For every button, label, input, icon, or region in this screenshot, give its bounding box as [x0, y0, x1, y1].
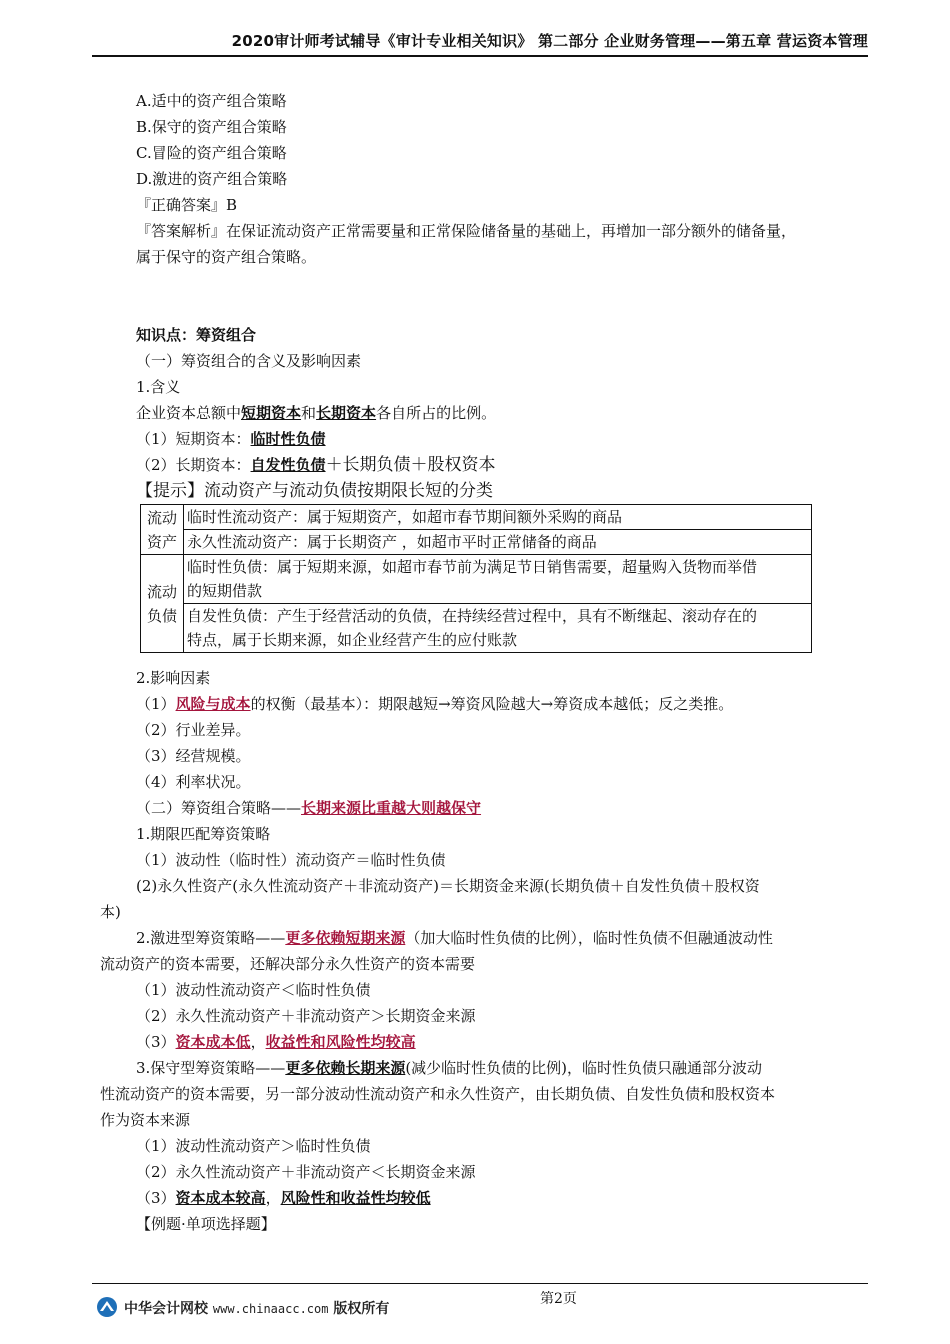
matching-strategy-title: 1.期限匹配筹资策略	[136, 825, 271, 843]
keyword-long-capital: 长期资本	[316, 404, 377, 422]
keyword-low-risk-return: 风险性和收益性均较低	[280, 1189, 431, 1207]
table-row: 自发性负债：产生于经营活动的负债，在持续经营过程中，具有不断继起、滚动存在的 特点，属于长期来源，如企业经营产生的应付账款	[184, 604, 812, 653]
keyword-temporary-liability: 临时性负债	[250, 430, 326, 448]
conservative-strategy-line-3: 作为资本来源	[100, 1111, 191, 1129]
section-1-title: （一）筹资组合的含义及影响因素	[136, 352, 362, 370]
aggressive-strategy-line-2: 流动资产的资本需要，还解决部分永久性资产的资本需要	[100, 955, 476, 973]
aggressive-strategy-line-1: 2.激进型筹资策略——更多依赖短期来源（加大临时性负债的比例），临时性负债不但融通波动性	[136, 929, 773, 947]
table-label-current-assets: 流动 资产	[141, 505, 184, 555]
option-b: B.保守的资产组合策略	[136, 118, 287, 136]
matching-item-2b: 本)	[100, 903, 121, 921]
meaning-text: 企业资本总额中短期资本和长期资本各自所占的比例。	[136, 404, 497, 422]
keyword-more-long-source: 更多依赖长期来源	[285, 1059, 406, 1077]
page-number: 第2页	[540, 1291, 577, 1307]
keyword-high-cost: 资本成本较高	[175, 1189, 266, 1207]
short-capital-line: （1）短期资本：临时性负债	[136, 430, 326, 448]
keyword-short-source: 更多依赖短期来源	[285, 929, 406, 947]
conservative-item-2: （2）永久性流动资产＋非流动资产＜长期资金来源	[136, 1163, 476, 1181]
aggressive-item-2: （2）永久性流动资产＋非流动资产＞长期资金来源	[136, 1007, 476, 1025]
footer-rule	[92, 1283, 868, 1284]
knowledge-title: 知识点：筹资组合	[136, 326, 257, 344]
header-rule	[92, 55, 868, 57]
page-header: 2020审计师考试辅导《审计专业相关知识》 第二部分 企业财务管理——第五章 营运资本管理	[231, 32, 868, 50]
keyword-short-capital: 短期资本	[241, 404, 302, 422]
footer-brand: 中华会计网校 www.chinaacc.com 版权所有	[124, 1301, 390, 1317]
keyword-low-cost: 资本成本低	[175, 1033, 251, 1051]
aggressive-item-3: （3）资本成本低，收益性和风险性均较高	[136, 1033, 416, 1051]
option-d: D.激进的资产组合策略	[136, 170, 288, 188]
matching-item-1: （1）波动性（临时性）流动资产＝临时性负债	[136, 851, 446, 869]
conservative-item-1: （1）波动性流动资产＞临时性负债	[136, 1137, 371, 1155]
keyword-risk-cost: 风险与成本	[175, 695, 251, 713]
factor-1: （1）风险与成本的权衡（最基本）：期限越短→筹资风险越大→筹资成本越低；反之类推。	[136, 695, 734, 713]
aggressive-item-1: （1）波动性流动资产＜临时性负债	[136, 981, 371, 999]
factor-3: （3）经营规模。	[136, 747, 251, 765]
analysis-line-2: 属于保守的资产组合策略。	[136, 248, 317, 266]
heading-meaning: 1.含义	[136, 378, 181, 396]
example-title: 【例题·单项选择题】	[136, 1215, 276, 1233]
table-label-current-liabilities: 流动 负债	[141, 555, 184, 653]
conservative-strategy-line-1: 3.保守型筹资策略——更多依赖长期来源(减少临时性负债的比例)，临时性负债只融通部分波动	[136, 1059, 763, 1077]
conservative-strategy-line-2: 性流动资产的资本需要，另一部分波动性流动资产和永久性资产，由长期负债、自发性负债和股权资本	[100, 1085, 776, 1103]
matching-item-2a: (2)永久性资产(永久性流动资产＋非流动资产)＝长期资金来源(长期负债＋自发性负债＋股权资	[136, 877, 760, 895]
chinaacc-logo-icon	[96, 1296, 118, 1318]
option-c: C.冒险的资产组合策略	[136, 144, 287, 162]
section-2-title: （二）筹资组合策略——长期来源比重越大则越保守	[136, 799, 482, 817]
tip-title: 【提示】流动资产与流动负债按期限长短的分类	[136, 481, 493, 501]
analysis-line-1: 『答案解析』在保证流动资产正常需要量和正常保险储备量的基础上，再增加一部分额外的储备量，	[136, 222, 797, 240]
table-row: 永久性流动资产：属于长期资产 ，如超市平时正常储备的商品	[184, 530, 812, 555]
table-row: 临时性负债：属于短期来源，如超市春节前为满足节日销售需要，超量购入货物而举借 的短期借款	[184, 555, 812, 604]
option-a: A.适中的资产组合策略	[136, 92, 287, 110]
long-capital-line: （2）长期资本：自发性负债＋长期负债＋股权资本	[136, 455, 496, 475]
factor-2: （2）行业差异。	[136, 721, 251, 739]
keyword-high-return-risk: 收益性和风险性均较高	[265, 1033, 416, 1051]
table-row: 临时性流动资产：属于短期资产，如超市春节期间额外采购的商品	[184, 505, 812, 530]
classification-table	[140, 504, 812, 653]
keyword-spontaneous-liability: 自发性负债	[250, 456, 326, 474]
conservative-item-3: （3）资本成本较高，风险性和收益性均较低	[136, 1189, 431, 1207]
keyword-long-source: 长期来源比重越大则越保守	[301, 799, 482, 817]
footer-url[interactable]: www.chinaacc.com	[212, 1302, 329, 1316]
factor-4: （4）利率状况。	[136, 773, 251, 791]
correct-answer: 『正确答案』B	[136, 196, 238, 214]
heading-factors: 2.影响因素	[136, 669, 211, 687]
